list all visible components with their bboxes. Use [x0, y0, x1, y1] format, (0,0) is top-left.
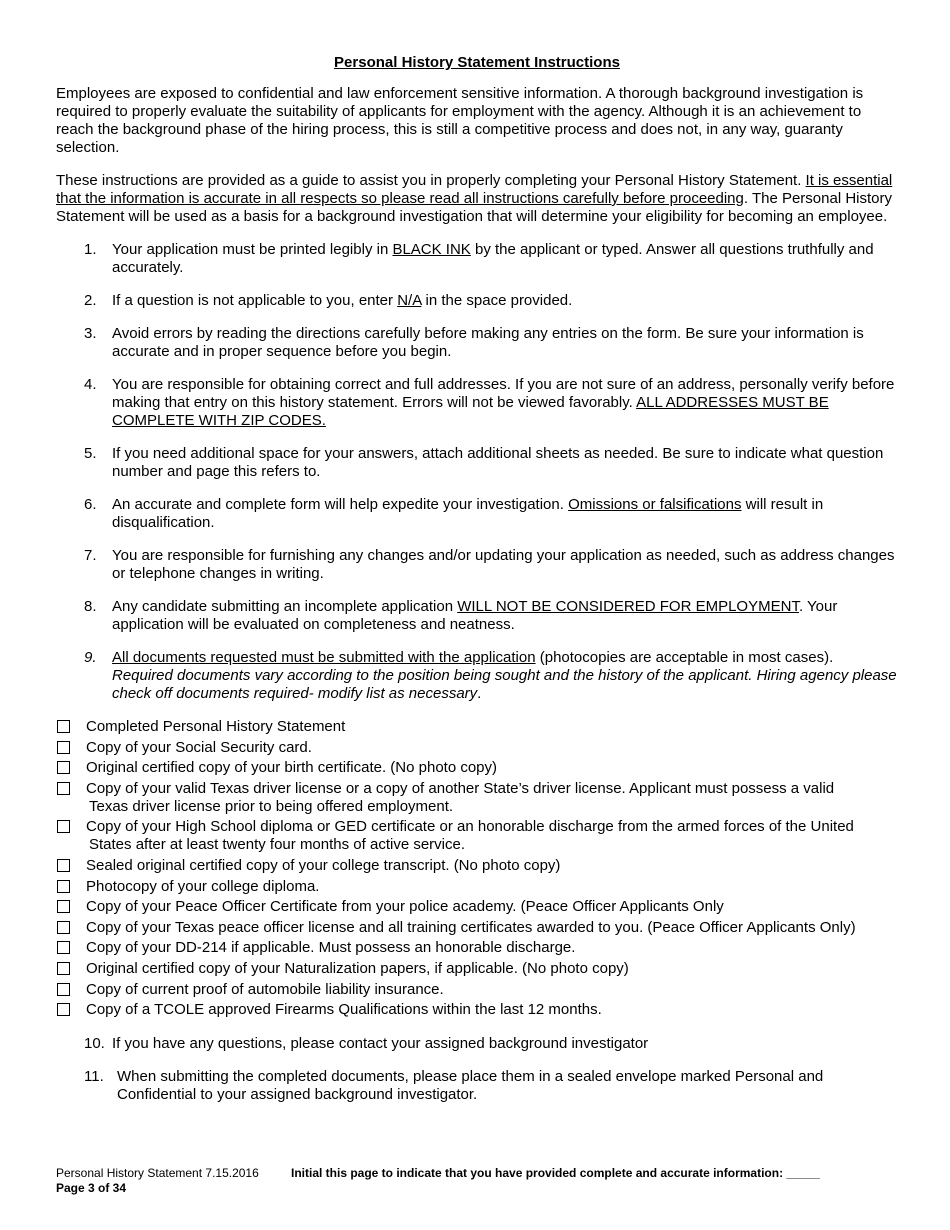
page-number: Page 3 of 34: [56, 1181, 127, 1195]
page-title: Personal History Statement Instructions: [334, 54, 620, 71]
checklist-item: Copy of a TCOLE approved Firearms Qualifications within the last 12 months.: [56, 1001, 898, 1019]
instruction-item: 4. You are responsible for obtaining correct and full addresses. If you are not sure of an address, personally verify before making that entry on this history statement. Errors will not be viewed favorably. ALL ADDRESSES MUST BE COMPLETE WITH ZIP CODES.: [84, 376, 895, 429]
checkbox[interactable]: [57, 859, 70, 872]
checkbox[interactable]: [57, 962, 70, 975]
document-checklist: [56, 718, 898, 1019]
page-footer: [56, 1166, 898, 1196]
emphasis-underline: It is essential that the information is accurate in all respects so please read all instructions carefully before proceeding: [56, 172, 893, 207]
checklist-item: Copy of your DD-214 if applicable. Must possess an honorable discharge.: [56, 939, 898, 957]
initial-prompt: Initial this page to indicate that you have provided complete and accurate information: _____: [291, 1166, 820, 1180]
instruction-item: 10. If you have any questions, please contact your assigned background investigator: [84, 1035, 649, 1053]
checklist-item: Completed Personal History Statement: [56, 718, 898, 736]
instruction-item: 3. Avoid errors by reading the directions carefully before making any entries on the form. Be sure your information is accurate and in proper sequence before you begin.: [84, 325, 864, 360]
checkbox[interactable]: [57, 941, 70, 954]
checkbox[interactable]: [57, 761, 70, 774]
checklist-item: Original certified copy of your birth certificate. (No photo copy): [56, 759, 898, 777]
checkbox[interactable]: [57, 921, 70, 934]
checklist-item: Copy of your Texas peace officer license and all training certificates awarded to you. (Peace Officer Applicants Only): [56, 919, 898, 937]
instruction-item: 6. An accurate and complete form will help expedite your investigation. Omissions or falsifications will result in disqualification.: [84, 496, 824, 531]
checkbox[interactable]: [57, 720, 70, 733]
instruction-item: 2. If a question is not applicable to you, enter N/A in the space provided.: [84, 292, 573, 309]
intro-paragraph-1: Employees are exposed to confidential and law enforcement sensitive information. A thorough background investigation is required to properly evaluate the suitability of applicants for employment with the agency. Although it is an achievement to reach the background phase of the hiring process, this is still a competitive process and does not, in any way, guaranty selection.: [56, 85, 864, 156]
closing-instruction-list: [56, 1035, 898, 1104]
instruction-list: [56, 241, 898, 703]
checkbox[interactable]: [57, 983, 70, 996]
checkbox[interactable]: [57, 782, 70, 795]
checklist-item: Copy of your valid Texas driver license or a copy of another State’s driver license. Applicant must possess a valid Texas driver license prior to being offered employment.: [56, 780, 898, 816]
intro-paragraph-2: These instructions are provided as a guide to assist you in properly completing your Personal History Statement. It is essential that the information is accurate in all respects so please read all instructions carefully before proceeding. The Personal History Statement will be used as a basis for a background investigation that will determine your eligibility for becoming an employee.: [56, 172, 893, 225]
checkbox[interactable]: [57, 880, 70, 893]
instruction-item: 9. All documents requested must be submitted with the application (photocopies are acceptable in most cases). Required documents vary according to the position being sought and the history of the applicant. Hiring agency please check off documents required- modify list as necessary.: [84, 649, 897, 702]
checklist-item: Original certified copy of your Naturalization papers, if applicable. (No photo copy): [56, 960, 898, 978]
instruction-item: 5. If you need additional space for your answers, attach additional sheets as needed. Be sure to indicate what question number and page this refers to.: [84, 445, 884, 480]
checkbox[interactable]: [57, 1003, 70, 1016]
document-page: [56, 54, 898, 1119]
instruction-item: 11. When submitting the completed documents, please place them in a sealed envelope marked Personal and Confidential to your assigned background investigator.: [84, 1068, 824, 1104]
instruction-item: 7. You are responsible for furnishing any changes and/or updating your application as needed, such as address changes or telephone changes in writing.: [84, 547, 895, 582]
checklist-item: Copy of your Peace Officer Certificate from your police academy. (Peace Officer Applicants Only: [56, 898, 898, 916]
checkbox[interactable]: [57, 820, 70, 833]
checklist-item: Copy of your Social Security card.: [56, 739, 898, 757]
instruction-item: 1. Your application must be printed legibly in BLACK INK by the applicant or typed. Answer all questions truthfully and accurately.: [84, 241, 874, 276]
checkbox[interactable]: [57, 900, 70, 913]
checklist-item: Copy of your High School diploma or GED certificate or an honorable discharge from the armed forces of the United States after at least twenty four months of active service.: [56, 818, 898, 854]
checklist-item: Photocopy of your college diploma.: [56, 878, 898, 896]
document-version: Personal History Statement 7.15.2016: [56, 1166, 259, 1180]
checklist-item: Sealed original certified copy of your college transcript. (No photo copy): [56, 857, 898, 875]
checkbox[interactable]: [57, 741, 70, 754]
instruction-item: 8. Any candidate submitting an incomplete application WILL NOT BE CONSIDERED FOR EMPLOYMENT. Your application will be evaluated on completeness and neatness.: [84, 598, 838, 633]
checklist-item: Copy of current proof of automobile liability insurance.: [56, 981, 898, 999]
